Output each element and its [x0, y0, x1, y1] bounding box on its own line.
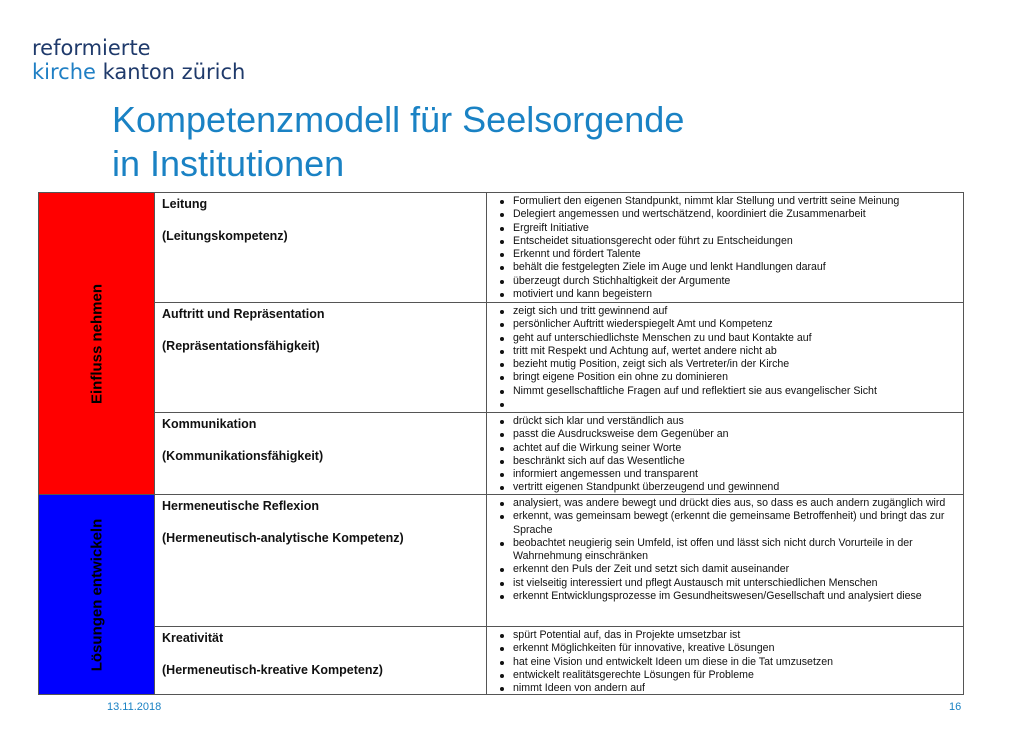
- band-label: Einfluss nehmen: [88, 283, 105, 404]
- behaviour-item: passt die Ausdrucksweise dem Gegenüber an: [497, 428, 959, 441]
- behaviour-list: [497, 415, 959, 495]
- competence-cell: [155, 495, 487, 626]
- band-loesungen-entwickeln: [39, 495, 155, 694]
- behaviour-item: vertritt eigenen Standpunkt überzeugend und gewinnend: [497, 481, 959, 494]
- behaviour-cell: [487, 193, 963, 302]
- competence-cell: [155, 303, 487, 412]
- competence-name: Leitung: [162, 197, 208, 211]
- band-label: Lösungen entwickeln: [88, 518, 105, 671]
- behaviour-item: motiviert und kann begeistern: [497, 288, 959, 301]
- behaviour-item: tritt mit Respekt und Achtung auf, wertet andere nicht ab: [497, 345, 959, 358]
- behaviour-item: persönlicher Auftritt wiederspiegelt Amt und Kompetenz: [497, 318, 959, 331]
- slide-title: [112, 98, 684, 186]
- behaviour-item: bezieht mutig Position, zeigt sich als Vertreter/in der Kirche: [497, 358, 959, 371]
- slide-title-line-2: in Institutionen: [112, 143, 345, 184]
- behaviour-item: geht auf unterschiedlichste Menschen zu und baut Kontakte auf: [497, 332, 959, 345]
- behaviour-item: Formuliert den eigenen Standpunkt, nimmt klar Stellung und vertritt seine Meinung: [497, 195, 959, 208]
- behaviour-item: Entscheidet situationsgerecht oder führt zu Entscheidungen: [497, 235, 959, 248]
- behaviour-list: [497, 305, 959, 398]
- competence-name: Auftritt und Repräsentation: [162, 307, 325, 321]
- behaviour-item: erkennt den Puls der Zeit und setzt sich damit auseinander: [497, 563, 959, 576]
- competence-description: (Hermeneutisch-kreative Kompetenz): [162, 663, 383, 677]
- behaviour-list: [497, 629, 959, 695]
- behaviour-cell: [487, 413, 963, 494]
- competence-description: (Kommunikationsfähigkeit): [162, 449, 324, 463]
- behaviour-item: Ergreift Initiative: [497, 222, 959, 235]
- behaviour-item: bringt eigene Position ein ohne zu dominieren: [497, 371, 959, 384]
- behaviour-item: analysiert, was andere bewegt und drückt dies aus, so dass es auch andern zugänglich wird: [497, 497, 959, 510]
- footer-date: 13.11.2018: [107, 701, 162, 713]
- behaviour-item: behält die festgelegten Ziele im Auge und lenkt Handlungen darauf: [497, 261, 959, 274]
- competence-row-kommunikation: [155, 413, 963, 495]
- behaviour-cell: [487, 303, 963, 412]
- behaviour-item: erkennt Entwicklungsprozesse im Gesundheitswesen/Gesellschaft und analysiert diese: [497, 590, 959, 603]
- behaviour-cell: [487, 627, 963, 694]
- behaviour-item: ist vielseitig interessiert und pflegt Austausch mit unterschiedlichen Menschen: [497, 577, 959, 590]
- slide-title-line-1: Kompetenzmodell für Seelsorgende: [112, 99, 685, 140]
- competence-row-leitung: [155, 193, 963, 303]
- behaviour-item: informiert angemessen und transparent: [497, 468, 959, 481]
- behaviour-item: drückt sich klar und verständlich aus: [497, 415, 959, 428]
- competence-description: (Leitungskompetenz): [162, 229, 288, 243]
- band-einfluss-nehmen: [39, 193, 155, 495]
- behaviour-item: entwickelt realitätsgerechte Lösungen für Probleme: [497, 669, 959, 682]
- behaviour-item: hat eine Vision und entwickelt Ideen um diese in die Tat umzusetzen: [497, 656, 959, 669]
- logo-line-1: reformierte: [32, 36, 151, 60]
- behaviour-item: spürt Potential auf, das in Projekte umsetzbar ist: [497, 629, 959, 642]
- competence-description: (Repräsentationsfähigkeit): [162, 339, 320, 353]
- competence-cell: [155, 193, 487, 302]
- behaviour-item: Delegiert angemessen und wertschätzend, koordiniert die Zusammenarbeit: [497, 208, 959, 221]
- competence-cell: [155, 627, 487, 694]
- competence-row-auftritt: [155, 303, 963, 413]
- competence-row-hermeneutische-reflexion: [155, 495, 963, 627]
- behaviour-item: beobachtet neugierig sein Umfeld, ist offen und lässt sich nicht durch Vorurteile in der Wahrnehmung einschränken: [497, 537, 959, 564]
- competence-table: [38, 192, 964, 695]
- behaviour-item: erkennt, was gemeinsam bewegt (erkennt die gemeinsame Betroffenheit) und bringt das zur Sprache: [497, 510, 959, 537]
- logo-line-2: [32, 60, 245, 84]
- competence-cell: [155, 413, 487, 494]
- behaviour-item: erkennt Möglichkeiten für innovative, kreative Lösungen: [497, 642, 959, 655]
- behaviour-item: Nimmt gesellschaftliche Fragen auf und reflektiert sie aus evangelischer Sicht: [497, 385, 959, 398]
- page-number: 16: [949, 701, 962, 713]
- competence-name: Kreativität: [162, 631, 224, 645]
- behaviour-item: nimmt Ideen von andern auf: [497, 682, 959, 695]
- competence-name: Kommunikation: [162, 417, 257, 431]
- church-logo: [32, 36, 245, 84]
- behaviour-item: Erkennt und fördert Talente: [497, 248, 959, 261]
- behaviour-list: [497, 497, 959, 603]
- competence-description: (Hermeneutisch-analytische Kompetenz): [162, 531, 404, 545]
- behaviour-item: achtet auf die Wirkung seiner Worte: [497, 442, 959, 455]
- behaviour-cell: [487, 495, 963, 626]
- behaviour-item: beschränkt sich auf das Wesentliche: [497, 455, 959, 468]
- behaviour-list: [497, 195, 959, 301]
- logo-rest: kanton zürich: [95, 60, 246, 84]
- competence-row-kreativitaet: [155, 627, 963, 694]
- logo-accent-word: kirche: [32, 60, 96, 84]
- behaviour-item: zeigt sich und tritt gewinnend auf: [497, 305, 959, 318]
- behaviour-item: überzeugt durch Stichhaltigkeit der Argumente: [497, 275, 959, 288]
- competence-name: Hermeneutische Reflexion: [162, 499, 319, 513]
